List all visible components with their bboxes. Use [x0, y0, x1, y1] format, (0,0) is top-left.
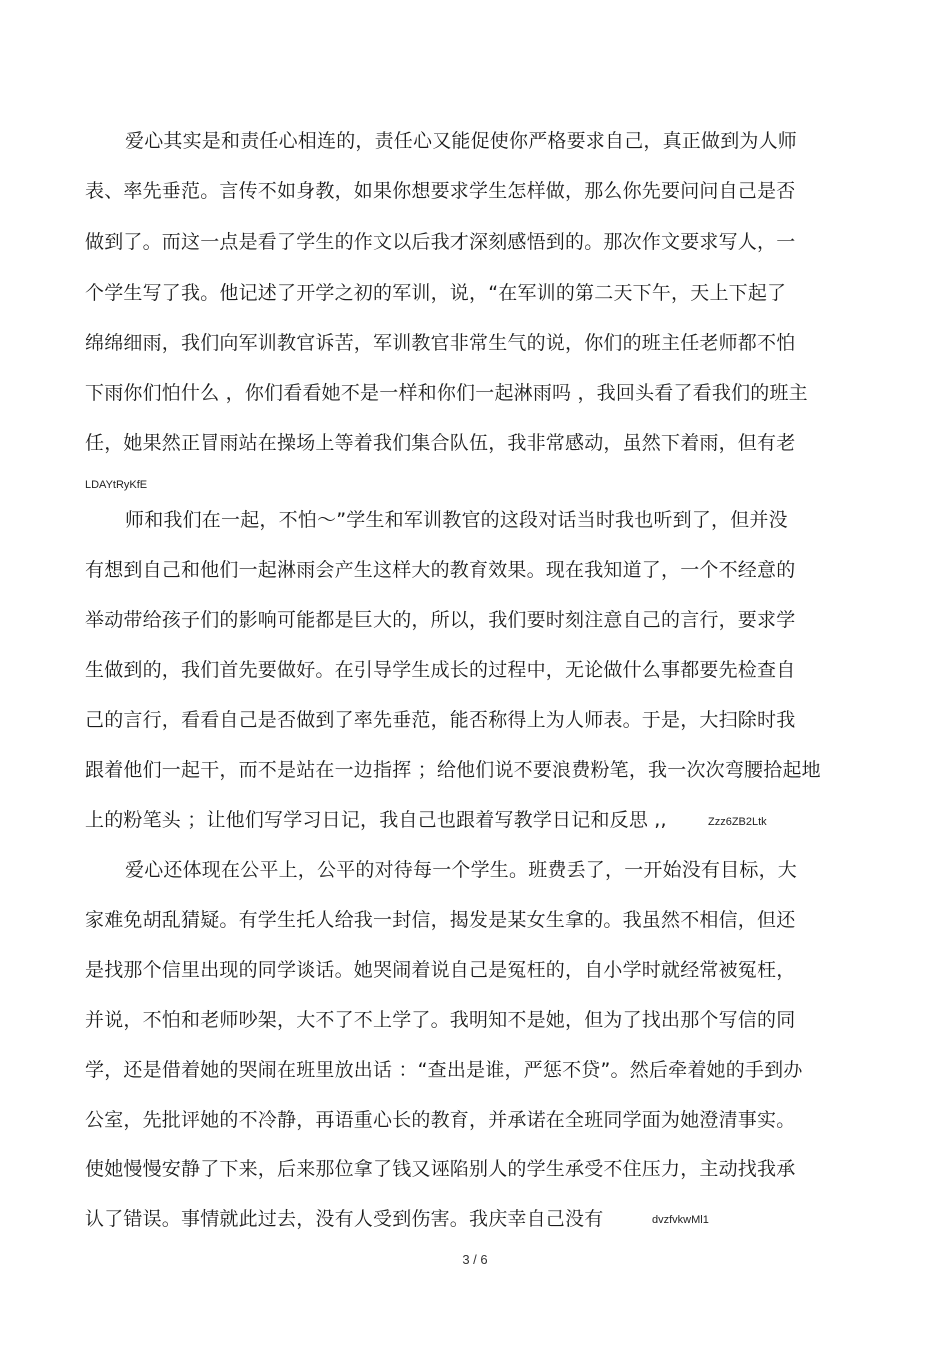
paragraph-1-line-7: 任，她果然正冒雨站在操场上等着我们集合队伍，我非常感动，虽然下着雨，但有老: [85, 432, 796, 454]
watermark-code-1: LDAYtRyKfE: [85, 479, 148, 491]
paragraph-3-line-2: 家难免胡乱猜疑。有学生托人给我一封信，揭发是某女生拿的。我虽然不相信，但还: [85, 909, 796, 931]
paragraph-3-line-7: 使她慢慢安静了下来，后来那位拿了钱又诬陷别人的学生承受不住压力，主动找我承: [85, 1158, 796, 1180]
paragraph-2-line-1: 师和我们在一起，不怕～”学生和军训教官的这段对话当时我也听到了，但并没: [125, 509, 788, 531]
paragraph-2-line-4: 生做到的，我们首先要做好。在引导学生成长的过程中，无论做什么事都要先检查自: [85, 659, 796, 681]
paragraph-1-line-5: 绵绵细雨，我们向军训教官诉苦，军训教官非常生气的说，你们的班主任老师都不怕: [85, 332, 796, 354]
paragraph-3-line-1: 爱心还体现在公平上，公平的对待每一个学生。班费丢了，一开始没有目标，大: [125, 859, 798, 881]
paragraph-2-line-3: 举动带给孩子们的影响可能都是巨大的，所以，我们要时刻注意自己的言行，要求学: [85, 609, 796, 631]
watermark-code-3: dvzfvkwMl1: [652, 1214, 709, 1226]
paragraph-3-line-6: 公室，先批评她的不冷静，再语重心长的教育，并承诺在全班同学面为她澄清事实。: [85, 1109, 796, 1131]
paragraph-3-line-4: 并说，不怕和老师吵架，大不了不上学了。我明知不是她，但为了找出那个写信的同: [85, 1009, 796, 1031]
paragraph-2-line-7: 上的粉笔头 ；让他们写学习日记，我自己也跟着写教学日记和反思 ,,: [85, 809, 667, 831]
watermark-code-2: Zzz6ZB2Ltk: [708, 816, 767, 828]
paragraph-3-line-8: 认了错误。事情就此过去，没有人受到伤害。我庆幸自己没有: [85, 1208, 604, 1230]
paragraph-1-line-3: 做到了。而这一点是看了学生的作文以后我才深刻感悟到的。那次作文要求写人，一: [85, 231, 796, 253]
paragraph-1-line-4: 个学生写了我。他记述了开学之初的军训，说，“在军训的第二天下午，天上下起了: [85, 282, 787, 304]
paragraph-1-line-1: 爱心其实是和责任心相连的，责任心又能促使你严格要求自己，真正做到为人师: [125, 130, 798, 152]
paragraph-2-line-5: 己的言行，看看自己是否做到了率先垂范，能否称得上为人师表。于是，大扫除时我: [85, 709, 796, 731]
paragraph-3-line-5: 学，还是借着她的哭闹在班里放出话 ：“查出是谁，严惩不贷”。然后牵着她的手到办: [85, 1059, 803, 1081]
paragraph-1-line-2: 表、率先垂范。言传不如身教，如果你想要求学生怎样做，那么你先要问问自己是否: [85, 180, 796, 202]
paragraph-2-line-6: 跟着他们一起干，而不是站在一边指挥 ；给他们说不要浪费粉笔，我一次次弯腰拾起地: [85, 759, 821, 781]
paragraph-2-line-2: 有想到自己和他们一起淋雨会产生这样大的教育效果。现在我知道了，一个不经意的: [85, 559, 796, 581]
paragraph-3-line-3: 是找那个信里出现的同学谈话。她哭闹着说自己是冤枉的，自小学时就经常被冤枉，: [85, 959, 796, 981]
paragraph-1-line-6: 下雨你们怕什么 ，你们看看她不是一样和你们一起淋雨吗 ，我回头看了看我们的班主: [85, 382, 808, 404]
page-number: 3 / 6: [462, 1252, 488, 1267]
